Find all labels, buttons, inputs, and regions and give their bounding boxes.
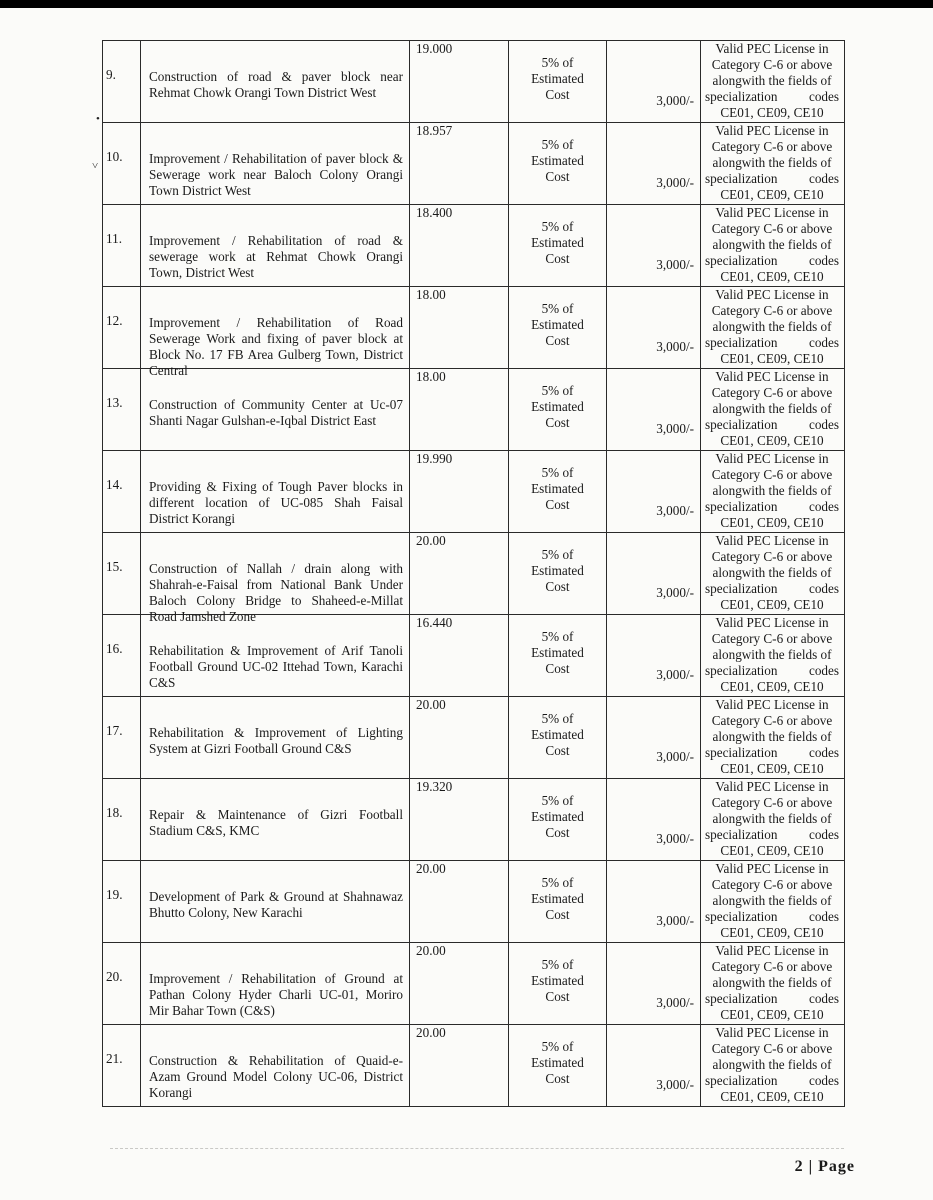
table-row: [103, 779, 845, 861]
eligibility-criteria: [703, 779, 841, 859]
earnest-money-cell: [509, 123, 607, 205]
fee-cell: [607, 943, 701, 1025]
estimated-cost: 20.00: [416, 1025, 446, 1040]
table-row: [103, 287, 845, 369]
eligibility-line: Valid PEC License in: [715, 41, 829, 56]
tender-fee: 3,000/-: [656, 175, 694, 190]
serial-cell: [103, 205, 141, 287]
earnest-money-line: Estimated: [531, 1055, 584, 1070]
eligibility-line: Valid PEC License in: [715, 123, 829, 138]
tender-fee: 3,000/-: [656, 585, 694, 600]
eligibility-criteria: [703, 861, 841, 941]
fee-cell: [607, 41, 701, 123]
table-row: [103, 205, 845, 287]
work-description: Improvement / Rehabilitation of Ground at Pathan Colony Hyder Charli UC-01, Moriro Mir Bahar Town (C&S): [149, 971, 403, 1018]
eligibility-line: Category C-6 or above: [711, 1041, 833, 1056]
earnest-money-cell: [509, 533, 607, 615]
description-cell: [141, 205, 410, 287]
earnest-money: [509, 219, 606, 267]
serial-cell: [103, 697, 141, 779]
tender-fee: 3,000/-: [656, 667, 694, 682]
earnest-money: [509, 465, 606, 513]
eligibility-line: CE01, CE09, CE10: [720, 269, 824, 284]
earnest-money: [509, 55, 606, 103]
estimated-cost: 18.957: [416, 123, 453, 138]
serial-number: 12.: [106, 313, 123, 328]
earnest-money-line: 5% of: [541, 711, 574, 726]
fee-cell: [607, 779, 701, 861]
table-row: [103, 943, 845, 1025]
earnest-money: [509, 793, 606, 841]
eligibility-line: alongwith the fields of: [712, 319, 832, 334]
eligibility-line: Category C-6 or above: [711, 467, 833, 482]
serial-cell: [103, 123, 141, 205]
fee-cell: [607, 861, 701, 943]
fee-cell: [607, 287, 701, 369]
tender-fee: 3,000/-: [656, 913, 694, 928]
eligibility-criteria: [703, 123, 841, 203]
work-description: Construction of Community Center at Uc-07 Shanti Nagar Gulshan-e-Iqbal District East: [149, 397, 403, 428]
serial-cell: [103, 451, 141, 533]
eligibility-line: Valid PEC License in: [715, 1025, 829, 1040]
table-row: [103, 861, 845, 943]
eligibility-line: CE01, CE09, CE10: [720, 761, 824, 776]
serial-number: 16.: [106, 641, 123, 656]
serial-cell: [103, 41, 141, 123]
cost-cell: [410, 123, 509, 205]
eligibility-line: CE01, CE09, CE10: [720, 679, 824, 694]
serial-number: 9.: [106, 67, 116, 82]
estimated-cost: 20.00: [416, 533, 446, 548]
footer-rule: [110, 1148, 844, 1149]
eligibility-line: alongwith the fields of: [712, 237, 832, 252]
earnest-money-line: 5% of: [541, 793, 574, 808]
serial-cell: [103, 861, 141, 943]
earnest-money-cell: [509, 1025, 607, 1107]
serial-cell: [103, 615, 141, 697]
earnest-money-line: Cost: [545, 579, 570, 594]
earnest-money-line: 5% of: [541, 1039, 574, 1054]
earnest-money-line: 5% of: [541, 137, 574, 152]
eligibility-line: specialization codes: [705, 499, 839, 514]
earnest-money-line: Estimated: [531, 481, 584, 496]
description-cell: [141, 451, 410, 533]
tender-fee: 3,000/-: [656, 749, 694, 764]
eligibility-line: alongwith the fields of: [712, 811, 832, 826]
work-description: Improvement / Rehabilitation of Road Sewerage Work and fixing of paver block at Block No. 17 FB Area Gulberg Town, District Central: [149, 315, 403, 378]
eligibility-criteria: [703, 1025, 841, 1105]
estimated-cost: 18.400: [416, 205, 453, 220]
cost-cell: [410, 451, 509, 533]
description-cell: [141, 943, 410, 1025]
fee-cell: [607, 123, 701, 205]
eligibility-line: Valid PEC License in: [715, 615, 829, 630]
fee-cell: [607, 451, 701, 533]
eligibility-cell: [701, 861, 845, 943]
earnest-money-line: Cost: [545, 497, 570, 512]
eligibility-line: CE01, CE09, CE10: [720, 1007, 824, 1022]
earnest-money: [509, 957, 606, 1005]
fee-cell: [607, 697, 701, 779]
table-row: [103, 369, 845, 451]
estimated-cost: 19.990: [416, 451, 453, 466]
eligibility-cell: [701, 369, 845, 451]
eligibility-line: specialization codes: [705, 253, 839, 268]
eligibility-line: CE01, CE09, CE10: [720, 187, 824, 202]
earnest-money-line: Estimated: [531, 399, 584, 414]
eligibility-line: Category C-6 or above: [711, 139, 833, 154]
page-footer: [795, 1158, 855, 1176]
table-row: [103, 41, 845, 123]
eligibility-line: Category C-6 or above: [711, 385, 833, 400]
table-row: [103, 697, 845, 779]
work-description: Providing & Fixing of Tough Paver blocks in different location of UC-085 Shah Faisal District Korangi: [149, 479, 403, 526]
estimated-cost: 19.000: [416, 41, 453, 56]
earnest-money: [509, 383, 606, 431]
tender-fee: 3,000/-: [656, 831, 694, 846]
work-description: Construction of road & paver block near Rehmat Chowk Orangi Town District West: [149, 69, 403, 100]
earnest-money-line: Cost: [545, 825, 570, 840]
fee-cell: [607, 1025, 701, 1107]
earnest-money-cell: [509, 697, 607, 779]
eligibility-line: Valid PEC License in: [715, 205, 829, 220]
serial-number: 20.: [106, 969, 123, 984]
cost-cell: [410, 205, 509, 287]
table-row: [103, 615, 845, 697]
eligibility-line: Valid PEC License in: [715, 451, 829, 466]
eligibility-line: Category C-6 or above: [711, 959, 833, 974]
eligibility-criteria: [703, 615, 841, 695]
eligibility-line: CE01, CE09, CE10: [720, 843, 824, 858]
eligibility-line: Category C-6 or above: [711, 795, 833, 810]
description-cell: [141, 287, 410, 378]
eligibility-line: alongwith the fields of: [712, 893, 832, 908]
earnest-money-line: Estimated: [531, 235, 584, 250]
earnest-money-line: Estimated: [531, 973, 584, 988]
eligibility-line: specialization codes: [705, 827, 839, 842]
earnest-money-cell: [509, 861, 607, 943]
eligibility-line: Valid PEC License in: [715, 943, 829, 958]
earnest-money-line: Cost: [545, 251, 570, 266]
earnest-money-line: Estimated: [531, 71, 584, 86]
earnest-money-line: Estimated: [531, 809, 584, 824]
eligibility-criteria: [703, 205, 841, 285]
serial-cell: [103, 943, 141, 1025]
cost-cell: [410, 41, 509, 123]
serial-number: 17.: [106, 723, 123, 738]
eligibility-criteria: [703, 41, 841, 121]
work-description: Improvement / Rehabilitation of road & sewerage work at Rehmat Chowk Orangi Town, District West: [149, 233, 403, 280]
serial-number: 14.: [106, 477, 123, 492]
eligibility-line: specialization codes: [705, 745, 839, 760]
earnest-money-line: Cost: [545, 1071, 570, 1086]
serial-cell: [103, 779, 141, 861]
serial-cell: [103, 533, 141, 615]
scan-mark-dot: •: [96, 113, 100, 125]
earnest-money-cell: [509, 369, 607, 451]
eligibility-line: Category C-6 or above: [711, 57, 833, 72]
description-cell: [141, 861, 410, 943]
table-row: [103, 1025, 845, 1107]
description-cell: [141, 41, 410, 123]
eligibility-criteria: [703, 451, 841, 531]
eligibility-cell: [701, 123, 845, 205]
work-description: Construction of Nallah / drain along with Shahrah-e-Faisal from National Bank Under Baloch Colony Bridge to Shaheed-e-Millat Road Jamshed Zone: [149, 561, 403, 624]
earnest-money-line: Cost: [545, 415, 570, 430]
earnest-money-line: Estimated: [531, 891, 584, 906]
eligibility-line: specialization codes: [705, 909, 839, 924]
earnest-money: [509, 137, 606, 185]
table-row: [103, 533, 845, 615]
eligibility-line: Valid PEC License in: [715, 697, 829, 712]
eligibility-line: Valid PEC License in: [715, 779, 829, 794]
earnest-money-line: 5% of: [541, 219, 574, 234]
page-label: Page: [818, 1158, 855, 1175]
earnest-money: [509, 629, 606, 677]
earnest-money: [509, 301, 606, 349]
serial-number: 15.: [106, 559, 123, 574]
earnest-money-line: 5% of: [541, 957, 574, 972]
serial-number: 10.: [106, 149, 123, 164]
eligibility-line: Category C-6 or above: [711, 631, 833, 646]
page-number: 2: [794, 1158, 804, 1175]
description-cell: [141, 779, 410, 861]
earnest-money-line: 5% of: [541, 629, 574, 644]
serial-number: 11.: [106, 231, 122, 246]
work-description: Improvement / Rehabilitation of paver block & Sewerage work near Baloch Colony Orangi Town District West: [149, 151, 403, 198]
earnest-money-line: Cost: [545, 989, 570, 1004]
work-description: Construction & Rehabilitation of Quaid-e-Azam Ground Model Colony UC-06, District Korangi: [149, 1053, 403, 1100]
serial-number: 18.: [106, 805, 123, 820]
eligibility-line: CE01, CE09, CE10: [720, 925, 824, 940]
estimated-cost: 16.440: [416, 615, 453, 630]
cost-cell: [410, 369, 509, 451]
eligibility-line: CE01, CE09, CE10: [720, 1089, 824, 1104]
work-description: Repair & Maintenance of Gizri Football Stadium C&S, KMC: [149, 807, 403, 838]
earnest-money-line: 5% of: [541, 383, 574, 398]
earnest-money-line: Estimated: [531, 645, 584, 660]
earnest-money-cell: [509, 615, 607, 697]
eligibility-line: Valid PEC License in: [715, 287, 829, 302]
table-row: [103, 123, 845, 205]
cost-cell: [410, 533, 509, 615]
tender-fee: 3,000/-: [656, 503, 694, 518]
eligibility-line: specialization codes: [705, 335, 839, 350]
eligibility-line: Category C-6 or above: [711, 877, 833, 892]
description-cell: [141, 615, 410, 697]
description-cell: [141, 369, 410, 451]
earnest-money-line: Estimated: [531, 727, 584, 742]
eligibility-line: alongwith the fields of: [712, 647, 832, 662]
eligibility-line: alongwith the fields of: [712, 565, 832, 580]
earnest-money-line: Cost: [545, 907, 570, 922]
eligibility-line: alongwith the fields of: [712, 975, 832, 990]
earnest-money-cell: [509, 779, 607, 861]
eligibility-line: specialization codes: [705, 1073, 839, 1088]
serial-cell: [103, 1025, 141, 1107]
estimated-cost: 20.00: [416, 861, 446, 876]
tender-fee: 3,000/-: [656, 257, 694, 272]
eligibility-line: specialization codes: [705, 991, 839, 1006]
fee-cell: [607, 369, 701, 451]
earnest-money-line: 5% of: [541, 547, 574, 562]
serial-number: 13.: [106, 395, 123, 410]
earnest-money-cell: [509, 451, 607, 533]
fee-cell: [607, 205, 701, 287]
cost-cell: [410, 615, 509, 697]
cost-cell: [410, 697, 509, 779]
earnest-money: [509, 711, 606, 759]
earnest-money: [509, 547, 606, 595]
estimated-cost: 20.00: [416, 943, 446, 958]
table-row: [103, 451, 845, 533]
eligibility-line: alongwith the fields of: [712, 401, 832, 416]
eligibility-criteria: [703, 943, 841, 1023]
eligibility-cell: [701, 943, 845, 1025]
eligibility-line: Category C-6 or above: [711, 303, 833, 318]
tender-fee: 3,000/-: [656, 93, 694, 108]
estimated-cost: 19.320: [416, 779, 453, 794]
earnest-money-cell: [509, 41, 607, 123]
eligibility-line: Category C-6 or above: [711, 549, 833, 564]
scan-mark-tick: ˅: [92, 160, 99, 172]
tender-fee: 3,000/-: [656, 995, 694, 1010]
work-description: Development of Park & Ground at Shahnawaz Bhutto Colony, New Karachi: [149, 889, 403, 920]
eligibility-line: specialization codes: [705, 89, 839, 104]
eligibility-line: Valid PEC License in: [715, 369, 829, 384]
earnest-money-line: Cost: [545, 87, 570, 102]
eligibility-line: alongwith the fields of: [712, 729, 832, 744]
tender-table: [102, 40, 845, 1107]
eligibility-line: specialization codes: [705, 171, 839, 186]
estimated-cost: 18.00: [416, 369, 446, 384]
earnest-money-cell: [509, 287, 607, 369]
eligibility-line: CE01, CE09, CE10: [720, 105, 824, 120]
work-description: Rehabilitation & Improvement of Arif Tanoli Football Ground UC-02 Ittehad Town, Karachi C&S: [149, 643, 403, 690]
earnest-money-line: Estimated: [531, 317, 584, 332]
description-cell: [141, 533, 410, 624]
eligibility-line: alongwith the fields of: [712, 73, 832, 88]
serial-number: 21.: [106, 1051, 123, 1066]
eligibility-line: Valid PEC License in: [715, 861, 829, 876]
earnest-money-line: Estimated: [531, 153, 584, 168]
eligibility-cell: [701, 41, 845, 123]
work-description: Rehabilitation & Improvement of Lighting System at Gizri Football Ground C&S: [149, 725, 403, 756]
earnest-money-line: 5% of: [541, 875, 574, 890]
estimated-cost: 20.00: [416, 697, 446, 712]
earnest-money: [509, 875, 606, 923]
earnest-money-cell: [509, 943, 607, 1025]
description-cell: [141, 697, 410, 779]
cost-cell: [410, 861, 509, 943]
eligibility-cell: [701, 779, 845, 861]
earnest-money-line: Cost: [545, 743, 570, 758]
earnest-money-line: 5% of: [541, 55, 574, 70]
serial-cell: [103, 287, 141, 369]
eligibility-line: specialization codes: [705, 663, 839, 678]
eligibility-cell: [701, 451, 845, 533]
earnest-money-line: 5% of: [541, 465, 574, 480]
eligibility-line: CE01, CE09, CE10: [720, 351, 824, 366]
estimated-cost: 18.00: [416, 287, 446, 302]
eligibility-cell: [701, 533, 845, 615]
eligibility-line: specialization codes: [705, 417, 839, 432]
earnest-money: [509, 1039, 606, 1087]
fee-cell: [607, 533, 701, 615]
document-page: [0, 8, 933, 1200]
earnest-money-line: 5% of: [541, 301, 574, 316]
eligibility-line: CE01, CE09, CE10: [720, 515, 824, 530]
serial-number: 19.: [106, 887, 123, 902]
eligibility-line: CE01, CE09, CE10: [720, 433, 824, 448]
earnest-money-line: Cost: [545, 169, 570, 184]
eligibility-cell: [701, 205, 845, 287]
eligibility-cell: [701, 615, 845, 697]
eligibility-line: alongwith the fields of: [712, 483, 832, 498]
earnest-money-line: Cost: [545, 333, 570, 348]
earnest-money-line: Estimated: [531, 563, 584, 578]
eligibility-line: Category C-6 or above: [711, 713, 833, 728]
cost-cell: [410, 1025, 509, 1107]
cost-cell: [410, 943, 509, 1025]
earnest-money-line: Cost: [545, 661, 570, 676]
earnest-money-cell: [509, 205, 607, 287]
tender-fee: 3,000/-: [656, 1077, 694, 1092]
eligibility-cell: [701, 1025, 845, 1107]
page-separator: |: [808, 1158, 814, 1175]
description-cell: [141, 1025, 410, 1107]
tender-fee: 3,000/-: [656, 339, 694, 354]
description-cell: [141, 123, 410, 205]
eligibility-line: Valid PEC License in: [715, 533, 829, 548]
eligibility-cell: [701, 697, 845, 779]
eligibility-line: Category C-6 or above: [711, 221, 833, 236]
cost-cell: [410, 779, 509, 861]
eligibility-criteria: [703, 697, 841, 777]
fee-cell: [607, 615, 701, 697]
eligibility-criteria: [703, 369, 841, 449]
eligibility-line: specialization codes: [705, 581, 839, 596]
serial-cell: [103, 369, 141, 451]
eligibility-line: alongwith the fields of: [712, 155, 832, 170]
tender-table-body: [103, 41, 845, 1107]
eligibility-criteria: [703, 287, 841, 367]
cost-cell: [410, 287, 509, 369]
eligibility-line: CE01, CE09, CE10: [720, 597, 824, 612]
tender-fee: 3,000/-: [656, 421, 694, 436]
eligibility-criteria: [703, 533, 841, 613]
eligibility-line: alongwith the fields of: [712, 1057, 832, 1072]
eligibility-cell: [701, 287, 845, 369]
